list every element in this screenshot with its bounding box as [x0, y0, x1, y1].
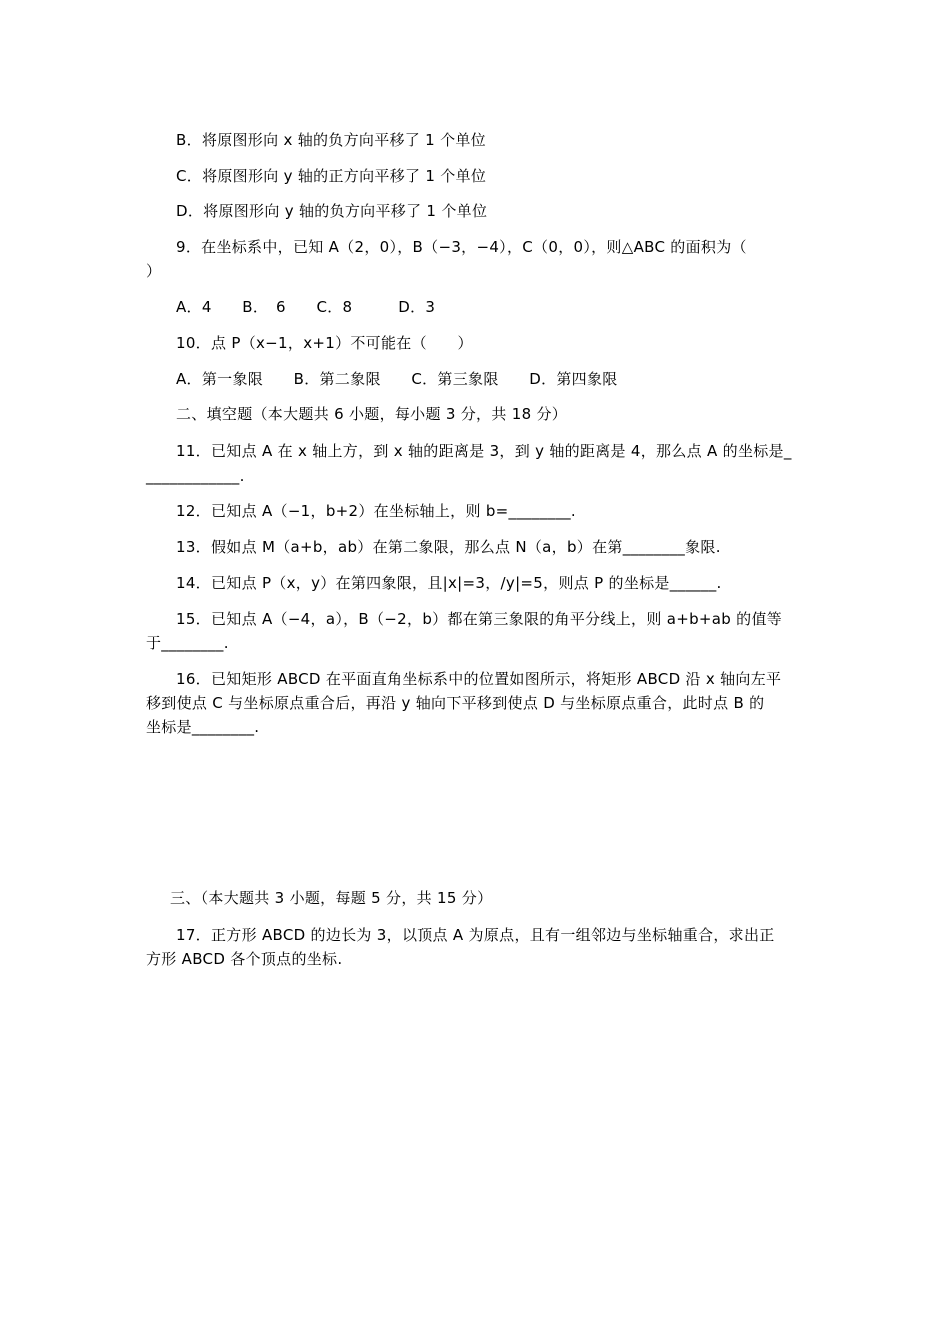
question-16-line-1: 16．已知矩形 ABCD 在平面直角坐标系中的位置如图所示，将矩形 ABCD 沿 x 轴向左平	[176, 670, 782, 688]
section-2-title: 二、填空题（本大题共 6 小题，每小题 3 分，共 18 分）	[176, 405, 568, 423]
question-16-line-3: 坐标是________.	[146, 718, 260, 736]
question-14: 14．已知点 P（x，y）在第四象限，且|x|=3，/y|=5，则点 P 的坐标是______.	[176, 574, 722, 592]
question-13: 13．假如点 M（a+b，ab）在第二象限，那么点 N（a，b）在第________象限.	[176, 538, 721, 556]
question-17-line-1: 17．正方形 ABCD 的边长为 3，以顶点 A 为原点，且有一组邻边与坐标轴重合，求出正	[176, 926, 775, 944]
question-11-line-2: ____________.	[146, 467, 245, 485]
question-15-line-1: 15．已知点 A（−4，a），B（−2，b）都在第三象限的角平分线上，则 a+b+ab 的值等	[176, 610, 783, 628]
option-c: C．将原图形向 y 轴的正方向平移了 1 个单位	[176, 167, 487, 185]
question-16-line-2: 移到使点 C 与坐标原点重合后，再沿 y 轴向下平移到使点 D 与坐标原点重合，此时点 B 的	[146, 694, 765, 712]
question-9-line-1: 9．在坐标系中，已知 A（2，0），B（−3，−4），C（0，0），则△ABC 的面积为（	[176, 238, 747, 256]
question-11-line-1: 11．已知点 A 在 x 轴上方，到 x 轴的距离是 3，到 y 轴的距离是 4，那么点 A 的坐标是_	[176, 442, 792, 460]
question-9-line-2: ）	[146, 262, 162, 280]
question-17-line-2: 方形 ABCD 各个顶点的坐标.	[146, 950, 343, 968]
option-b: B．将原图形向 x 轴的负方向平移了 1 个单位	[176, 131, 486, 149]
option-d: D．将原图形向 y 轴的负方向平移了 1 个单位	[176, 202, 488, 220]
question-12: 12．已知点 A（−1，b+2）在坐标轴上，则 b=________.	[176, 502, 576, 520]
question-10: 10．点 P（x−1，x+1）不可能在（ ）	[176, 334, 473, 352]
question-15-line-2: 于________.	[146, 634, 229, 652]
question-9-choices: A．4 B． 6 C．8 D．3	[176, 298, 436, 316]
question-10-choices: A．第一象限 B．第二象限 C．第三象限 D．第四象限	[176, 370, 618, 388]
section-3-title: 三、（本大题共 3 小题，每题 5 分，共 15 分）	[170, 889, 493, 907]
